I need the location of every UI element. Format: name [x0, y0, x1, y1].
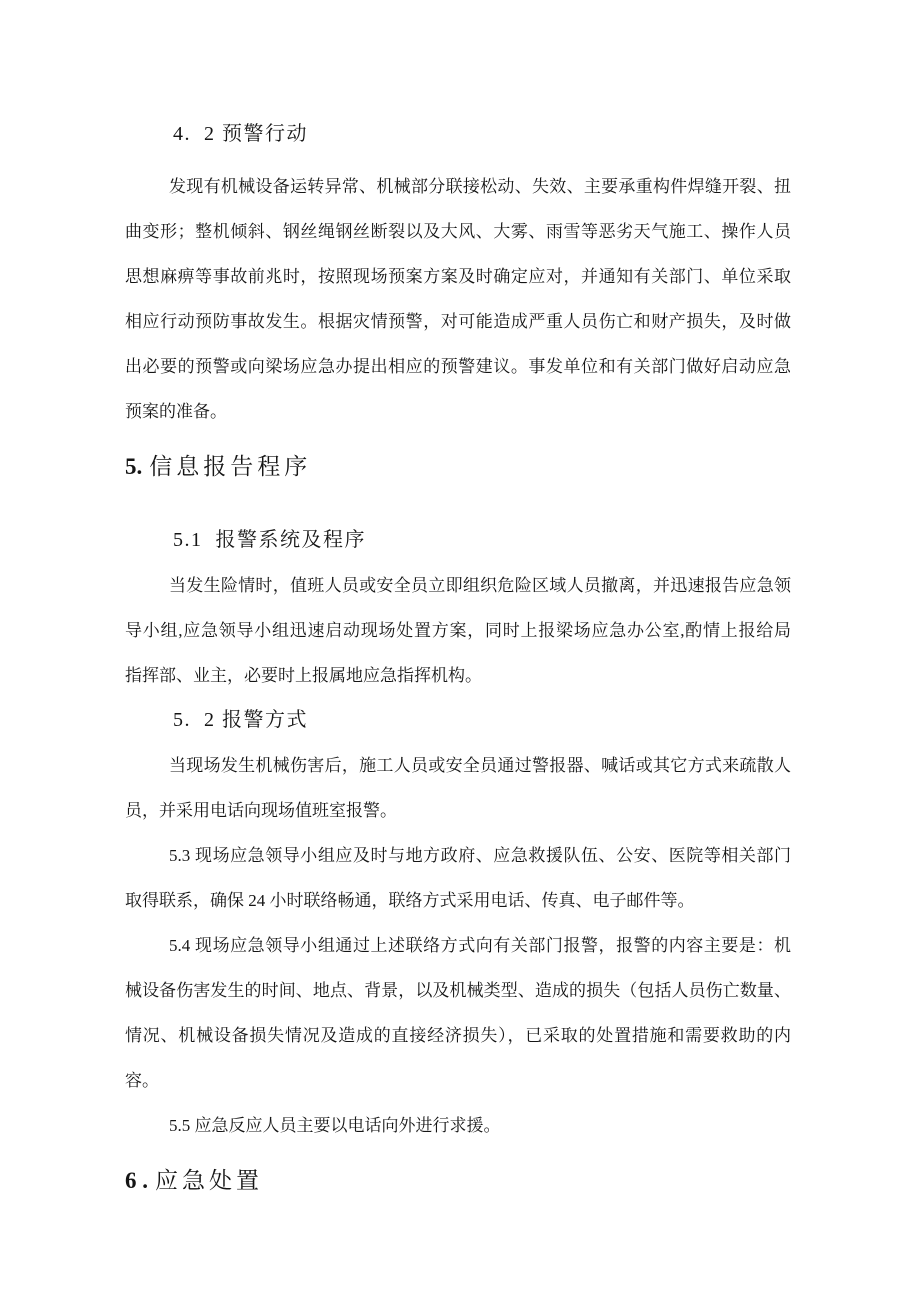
text-line: 预案的准备。	[125, 402, 227, 421]
text-line: 当现场发生机械伤害后，施工人员或安全员通过警报器、喊话或其它方式来疏散人	[169, 756, 791, 775]
text-line: 相应行动预防事故发生。根据灾情预警，对可能造成严重人员伤亡和财产损失，及时做	[125, 312, 791, 331]
section-title: 信息报告程序	[149, 454, 312, 479]
text-line: 出必要的预警或向梁场应急办提出相应的预警建议。事发单位和有关部门做好启动应急	[125, 357, 791, 376]
text-line: 指挥部、业主，必要时上报属地应急指挥机构。	[125, 666, 482, 685]
text-line: 当发生险情时，值班人员或安全员立即组织危险区域人员撤离，并迅速报告应急领	[169, 576, 791, 595]
text-line: 曲变形；整机倾斜、钢丝绳钢丝断裂以及大风、大雾、雨雪等恶劣天气施工、操作人员	[125, 222, 791, 241]
paragraph	[125, 563, 791, 698]
subsection-heading: 5.1 报警系统及程序	[173, 529, 366, 551]
section-heading	[125, 442, 791, 492]
text-line: 械设备伤害发生的时间、地点、背景，以及机械类型、造成的损失（包括人员伤亡数量、	[125, 981, 791, 1000]
paragraph	[125, 743, 791, 833]
document-body	[125, 112, 791, 1232]
text-line: 5.3 现场应急领导小组应及时与地方政府、应急救援队伍、公安、医院等相关部门	[169, 846, 791, 865]
section-title: 应急处置	[155, 1168, 263, 1193]
text-line: 情况、机械设备损失情况及造成的直接经济损失），已采取的处置措施和需要救助的内	[125, 1026, 791, 1045]
text-line: 5.4 现场应急领导小组通过上述联络方式向有关部门报警，报警的内容主要是：机	[169, 936, 791, 955]
text-line: 取得联系，确保 24 小时联络畅通，联络方式采用电话、传真、电子邮件等。	[125, 891, 695, 910]
text-line: 导小组,应急领导小组迅速启动现场处置方案，同时上报梁场应急办公室,酌情上报给局	[125, 621, 791, 640]
text-line: 发现有机械设备运转异常、机械部分联接松动、失效、主要承重构件焊缝开裂、扭	[169, 177, 791, 196]
paragraph	[125, 833, 791, 923]
paragraph	[125, 923, 791, 1103]
subsection-heading: 5. 2 报警方式	[173, 709, 308, 731]
subsection-heading: 4. 2 预警行动	[173, 123, 308, 145]
text-line: 员，并采用电话向现场值班室报警。	[125, 801, 397, 820]
paragraph	[125, 1103, 791, 1148]
section-number: 6 .	[125, 1168, 148, 1193]
paragraph	[125, 164, 791, 434]
section-number: 5.	[125, 454, 143, 479]
text-line: 容。	[125, 1071, 159, 1090]
text-line: 5.5 应急反应人员主要以电话向外进行求援。	[169, 1116, 501, 1135]
section-heading	[125, 1156, 791, 1206]
text-line: 思想麻痹等事故前兆时，按照现场预案方案及时确定应对，并通知有关部门、单位采取	[125, 267, 791, 286]
